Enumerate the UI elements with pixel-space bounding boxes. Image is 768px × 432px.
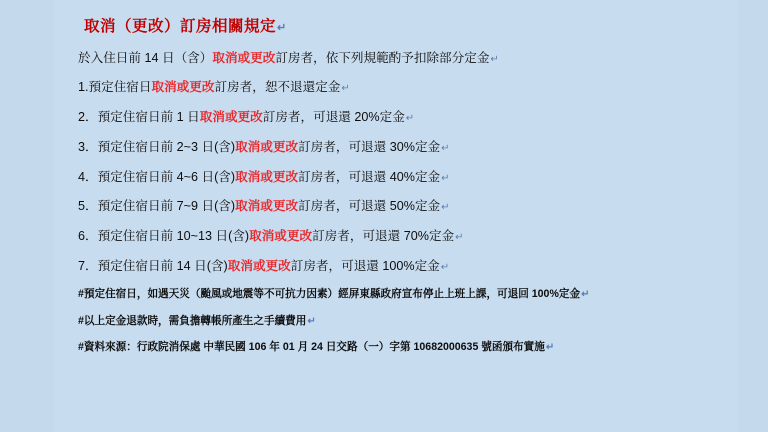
document-paragraph: [78, 288, 724, 302]
body-text: 於入住日前 14 日（含）: [78, 50, 213, 65]
document-paragraph: [78, 259, 724, 275]
document-paragraph: [78, 229, 724, 245]
body-text: 訂房者，可退還 20%定金: [262, 110, 405, 125]
document-paragraph: [78, 51, 724, 67]
paragraph-mark: ↵: [581, 289, 590, 301]
body-text: #資料來源：行政院消保處 中華民國 106 年 01 月 24 日交路（一）字第 10682000635 號函頒布實施: [78, 341, 545, 354]
body-text: 3．預定住宿日前 2~3 日(含): [78, 139, 236, 154]
document-paragraph: [78, 170, 724, 186]
right-margin: [737, 0, 768, 432]
paragraph-mark: ↵: [455, 232, 464, 243]
paragraph-mark: ↵: [440, 261, 450, 273]
paragraph-mark: ↵: [441, 202, 450, 214]
body-text: 4．預定住宿日前 4~6 日(含): [78, 169, 236, 184]
document-paragraph: [78, 341, 724, 355]
document-sheet: [54, 0, 738, 432]
body-text: 2．預定住宿日前 1 日: [78, 110, 200, 125]
body-text: 7．預定住宿日前 14 日(含): [78, 258, 228, 273]
body-text: 訂房者，恕不退還定金: [214, 80, 341, 95]
document-body: [72, 51, 724, 355]
paragraph-mark: ↵: [490, 53, 499, 65]
paragraph-mark: ↵: [441, 142, 450, 154]
emphasis-text: 取消或更改: [212, 50, 276, 65]
paragraph-mark: ↵: [341, 83, 350, 95]
body-text: 訂房者，可退還 70%定金: [312, 229, 455, 243]
body-text: #以上定金退款時，需負擔轉帳所產生之手續費用: [78, 314, 307, 327]
emphasis-text: 取消或更改: [227, 258, 291, 273]
document-paragraph: [78, 140, 724, 156]
body-text: 訂房者，依下列規範酌予扣除部分定金: [275, 50, 490, 65]
paragraph-mark: ↵: [307, 315, 316, 327]
body-text: 6．預定住宿日前 10~13 日(含): [78, 229, 250, 243]
body-text: #預定住宿日，如遇天災（颱風或地震等不可抗力因素）經屏東縣政府宣布停止上班上課，可退回 100%定金: [78, 288, 581, 301]
body-text: 訂房者，可退還 50%定金: [298, 199, 441, 214]
emphasis-text: 取消或更改: [199, 110, 263, 125]
body-text: 訂房者，可退還 30%定金: [298, 139, 441, 154]
body-text: 1.預定住宿日: [78, 80, 152, 95]
document-paragraph: [78, 80, 724, 96]
emphasis-text: 取消或更改: [235, 169, 299, 184]
emphasis-text: 取消或更改: [249, 229, 313, 243]
left-margin: [0, 0, 55, 432]
document-paragraph: [78, 199, 724, 215]
emphasis-text: 取消或更改: [235, 139, 299, 154]
document-paragraph: [78, 110, 724, 126]
emphasis-text: 取消或更改: [151, 80, 215, 95]
page-title: 取消（更改）訂房相關規定↵: [84, 18, 287, 35]
body-text: 5．預定住宿日前 7~9 日(含): [78, 199, 236, 214]
emphasis-text: 取消或更改: [235, 199, 299, 214]
body-text: 訂房者，可退還 100%定金: [290, 258, 440, 273]
paragraph-mark: ↵: [277, 22, 287, 34]
paragraph-mark: ↵: [441, 172, 450, 184]
body-text: 訂房者，可退還 40%定金: [298, 169, 441, 184]
paragraph-mark: ↵: [405, 113, 415, 125]
paragraph-mark: ↵: [545, 342, 555, 354]
document-paragraph: [78, 315, 724, 329]
